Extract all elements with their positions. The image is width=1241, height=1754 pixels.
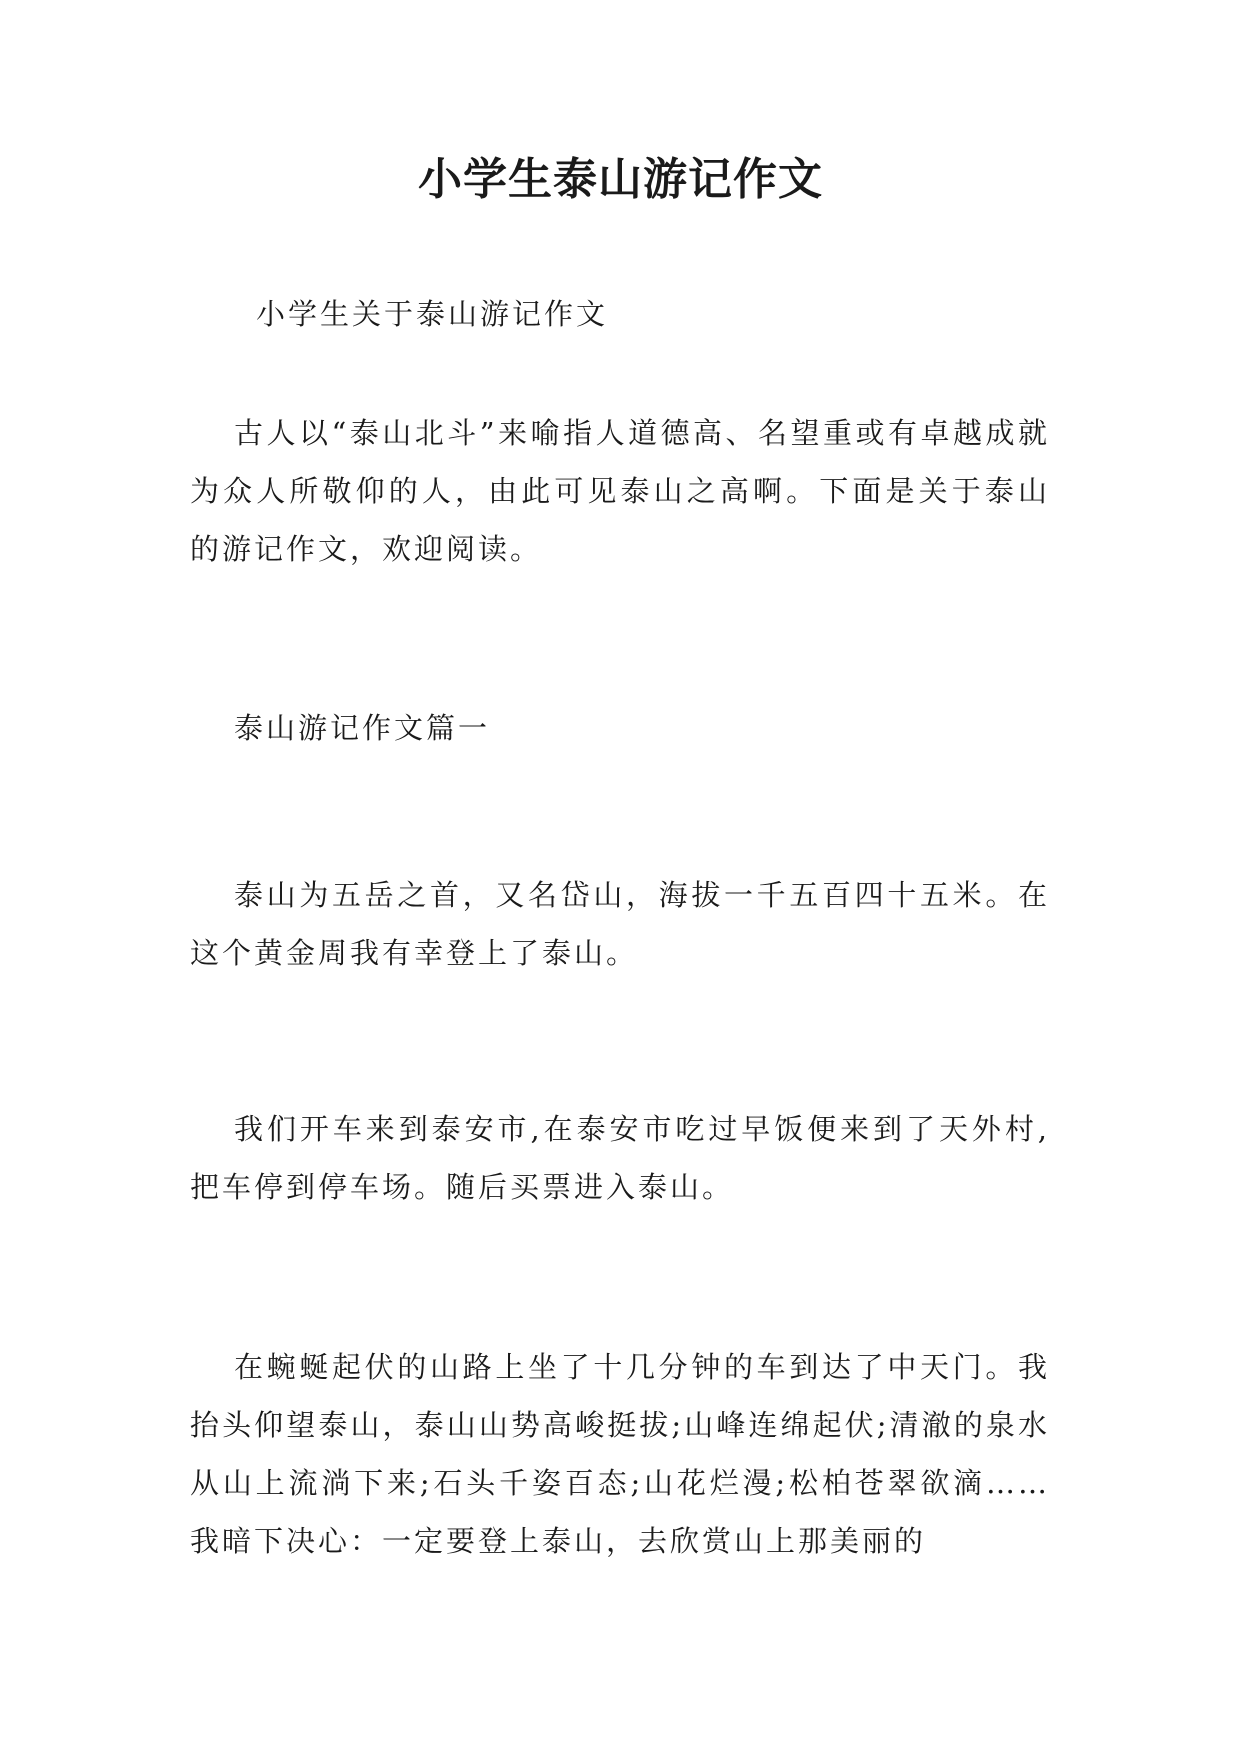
section-heading: 泰山游记作文篇一 [234,711,491,745]
intro-paragraph: 古人以“泰山北斗”来喻指人道德高、名望重或有卓越成就为众人所敬仰的人，由此可见泰山之高啊。下面是关于泰山的游记作文，欢迎阅读。 [190,416,1050,566]
page-title: 小学生泰山游记作文 [418,154,823,205]
body-paragraph-1: 泰山为五岳之首，又名岱山，海拔一千五百四十五米。在这个黄金周我有幸登上了泰山。 [190,878,1050,970]
document-subtitle: 小学生关于泰山游记作文 [256,297,609,331]
body-paragraph-3: 在蜿蜒起伏的山路上坐了十几分钟的车到达了中天门。我抬头仰望泰山，泰山山势高峻挺拔;山峰连绵起伏;清澈的泉水从山上流淌下来;石头千姿百态;山花烂漫;松柏苍翠欲滴……我暗下决心：一定要登上泰山，去欣赏山上那美丽的 [190,1350,1050,1558]
body-paragraph-2: 我们开车来到泰安市,在泰安市吃过早饭便来到了天外村,把车停到停车场。随后买票进入泰山。 [190,1112,1050,1204]
